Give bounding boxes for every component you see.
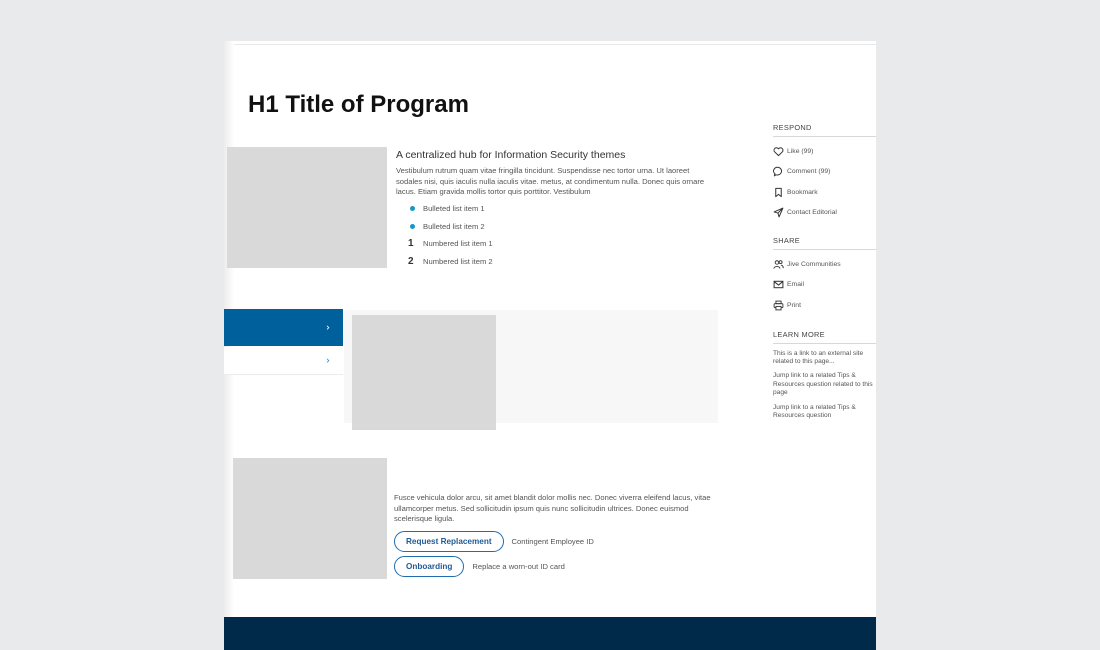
- chevron-right-icon: ›: [326, 322, 330, 333]
- print-link[interactable]: Print: [773, 295, 876, 316]
- list-item: 1 Numbered list item 1: [408, 238, 493, 250]
- list-number: 2: [408, 255, 414, 267]
- list-item: Bulleted list item 2: [406, 218, 493, 236]
- intro-title: A centralized hub for Information Security themes: [396, 149, 626, 161]
- comment-link[interactable]: Comment (99): [773, 162, 876, 183]
- page-title: H1 Title of Program: [248, 91, 469, 118]
- external-link[interactable]: This is a link to an external site related to this page...: [773, 349, 864, 365]
- learn-more-heading: LEARN MORE: [773, 330, 876, 344]
- heart-icon: [773, 146, 784, 157]
- list-number: 1: [408, 238, 414, 250]
- list-item: 2 Numbered list item 2: [408, 255, 493, 267]
- tab-item-1[interactable]: [224, 309, 343, 346]
- bookmark-link[interactable]: Bookmark: [773, 182, 876, 203]
- intro-image-placeholder: [227, 147, 387, 268]
- right-sidebar: [773, 123, 876, 426]
- chevron-right-icon: ›: [326, 355, 330, 366]
- send-icon: [773, 207, 784, 218]
- request-replacement-button[interactable]: Request Replacement: [394, 531, 504, 552]
- respond-heading: RESPOND: [773, 123, 876, 137]
- section-image-placeholder: [233, 458, 387, 579]
- intro-body: Vestibulum rutrum quam vitae fringilla tincidunt. Suspendisse nec tortor urna. Ut laoreet sodales nisi, quis iaculis nulla iaculis vitae. metus, at condimentum nulla. Donec quis ornare lacus. Etiam gravida mollis tortor quis porttitor. Vestibulum: [396, 166, 705, 196]
- people-icon: [773, 259, 784, 270]
- button-row: [394, 531, 594, 552]
- onboarding-button[interactable]: Onboarding: [394, 556, 464, 577]
- button-note: Contingent Employee ID: [511, 537, 594, 546]
- printer-icon: [773, 300, 784, 311]
- comment-icon: [773, 166, 784, 177]
- share-heading: SHARE: [773, 236, 876, 250]
- list-item: Bulleted list item 1: [406, 200, 493, 218]
- page-container: [224, 41, 876, 650]
- contact-editorial-link[interactable]: Contact Editorial: [773, 203, 876, 224]
- footer-bar: [224, 617, 876, 650]
- like-link[interactable]: Like (99): [773, 141, 876, 162]
- tab-item-2[interactable]: [224, 347, 343, 375]
- jump-link[interactable]: Jump link to a related Tips & Resources question: [773, 403, 856, 419]
- section-body: Fusce vehicula dolor arcu, sit amet blandit dolor mollis nec. Donec viverra eleifend lacus, vitae ullamcorper metus. Sed sollicitudin ipsum quis nunc sollicitudin ultrices. Donec euismod scelerisque ligula.: [394, 493, 711, 523]
- button-row: [394, 556, 565, 577]
- button-note: Replace a worn-out ID card: [472, 562, 565, 571]
- jive-communities-link[interactable]: Jive Communities: [773, 254, 876, 275]
- envelope-icon: [773, 279, 784, 290]
- jump-link[interactable]: Jump link to a related Tips & Resources question related to this page: [773, 372, 873, 397]
- bullet-icon: [406, 206, 422, 211]
- top-divider: [224, 44, 876, 45]
- tab-image-placeholder: [352, 315, 496, 430]
- bullet-icon: [406, 224, 422, 229]
- email-link[interactable]: Email: [773, 275, 876, 296]
- intro-list: [406, 200, 493, 270]
- bookmark-icon: [773, 187, 784, 198]
